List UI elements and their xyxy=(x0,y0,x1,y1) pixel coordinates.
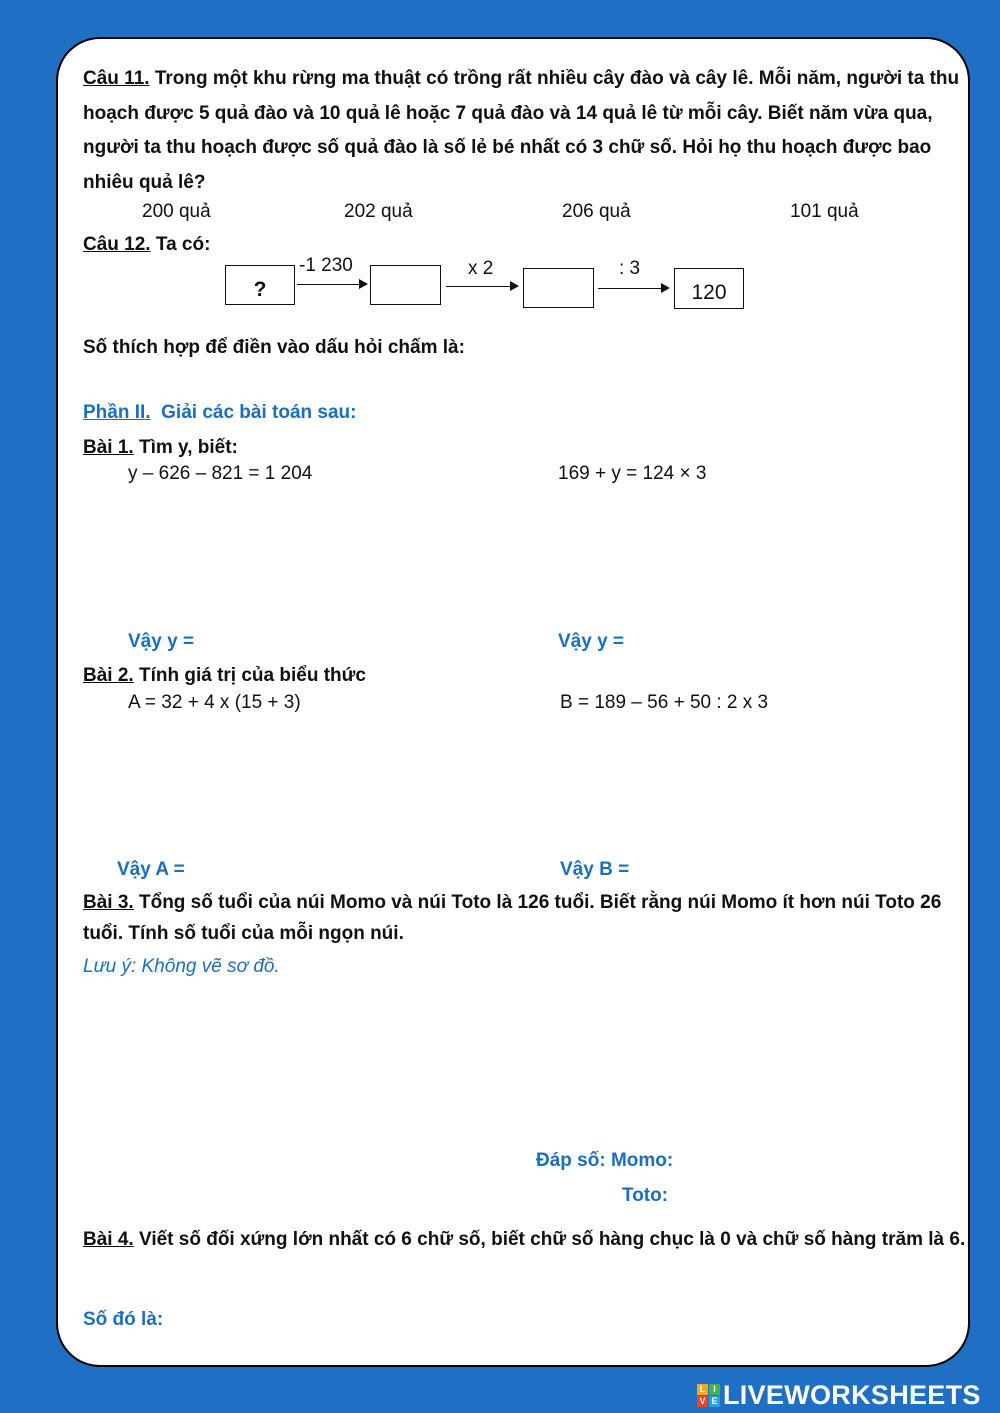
brand-name: LIVEWORKSHEETS xyxy=(723,1379,981,1410)
equation-1: y – 626 – 821 = 1 204 xyxy=(128,463,313,484)
exercise-4 xyxy=(83,1224,968,1255)
exercise-3-note: Lưu ý: Không vẽ sơ đồ. xyxy=(83,956,280,977)
liveworksheets-footer xyxy=(697,1380,981,1410)
blank-box-2[interactable] xyxy=(523,268,594,308)
arrow-right-icon xyxy=(297,284,366,285)
question-11-label: Câu 11. xyxy=(83,68,150,89)
question-11 xyxy=(83,62,968,200)
result-box: 120 xyxy=(674,268,744,309)
operation-minus: -1 230 xyxy=(299,255,353,276)
liveworksheets-logo-icon: L I V E xyxy=(697,1384,720,1407)
part-2-title: Giải các bài toán sau: xyxy=(161,402,357,423)
exercise-2-title: Tính giá trị của biểu thức xyxy=(138,665,366,686)
exercise-4-text: Viết số đối xứng lớn nhất có 6 chữ số, biết chữ số hàng chục là 0 và chữ số hàng trăm là 6. xyxy=(138,1229,966,1250)
question-12-prompt: Số thích hợp để điền vào dấu hỏi chấm là: xyxy=(83,337,465,358)
exercise-2-label: Bài 2. xyxy=(83,665,134,686)
exercise-2-heading xyxy=(83,659,366,694)
exercise-4-label: Bài 4. xyxy=(83,1229,134,1250)
option-c[interactable]: 206 quả xyxy=(562,201,631,222)
operation-divide: : 3 xyxy=(619,258,641,279)
answer-b: Vậy B = xyxy=(560,859,630,880)
answer-a: Vậy A = xyxy=(117,859,185,880)
exercise-1-heading xyxy=(83,431,238,466)
part-2-heading xyxy=(83,396,356,431)
option-d[interactable]: 101 quả xyxy=(790,201,859,222)
option-b[interactable]: 202 quả xyxy=(344,201,413,222)
arrow-right-icon xyxy=(446,286,517,287)
expression-a: A = 32 + 4 x (15 + 3) xyxy=(128,692,301,713)
exercise-1-label: Bài 1. xyxy=(83,437,134,458)
option-a[interactable]: 200 quả xyxy=(142,201,211,222)
question-11-text: Trong một khu rừng ma thuật có trồng rất nhiều cây đào và cây lê. Mỗi năm, người ta thu hoạch được 5 quả đào và 10 quả lê hoặc 7 quả đào và 14 quả lê từ mỗi cây. Biết năm vừa qua, người ta thu hoạch được số quả đào là số lẻ bé nhất có 3 chữ số. Hỏi họ thu hoạch được bao nhiêu quả lê? xyxy=(83,68,960,193)
equation-2: 169 + y = 124 × 3 xyxy=(558,463,707,484)
expression-b: B = 189 – 56 + 50 : 2 x 3 xyxy=(560,692,769,713)
exercise-3 xyxy=(83,887,968,949)
exercise-3-text: Tổng số tuổi của núi Momo và núi Toto là 126 tuổi. Biết rằng núi Momo ít hơn núi Toto 26 tuổi. Tính số tuổi của mỗi ngọn núi. xyxy=(83,892,942,944)
question-12-intro: Ta có: xyxy=(155,234,211,255)
answer-momo: Đáp số: Momo: xyxy=(536,1150,674,1171)
question-12-label: Câu 12. xyxy=(83,234,151,255)
exercise-1-title: Tìm y, biết: xyxy=(138,437,238,458)
answer-y1: Vậy y = xyxy=(128,631,195,652)
blank-box-1[interactable] xyxy=(370,265,441,305)
part-2-label: Phần II. xyxy=(83,402,151,423)
operation-multiply: x 2 xyxy=(468,258,494,279)
exercise-3-label: Bài 3. xyxy=(83,892,134,913)
start-box[interactable]: ? xyxy=(225,265,295,305)
arrow-right-icon xyxy=(598,288,668,289)
question-12-heading xyxy=(83,228,210,263)
answer-toto: Toto: xyxy=(622,1185,669,1206)
answer-number: Số đó là: xyxy=(83,1309,164,1330)
answer-y2: Vậy y = xyxy=(558,631,625,652)
